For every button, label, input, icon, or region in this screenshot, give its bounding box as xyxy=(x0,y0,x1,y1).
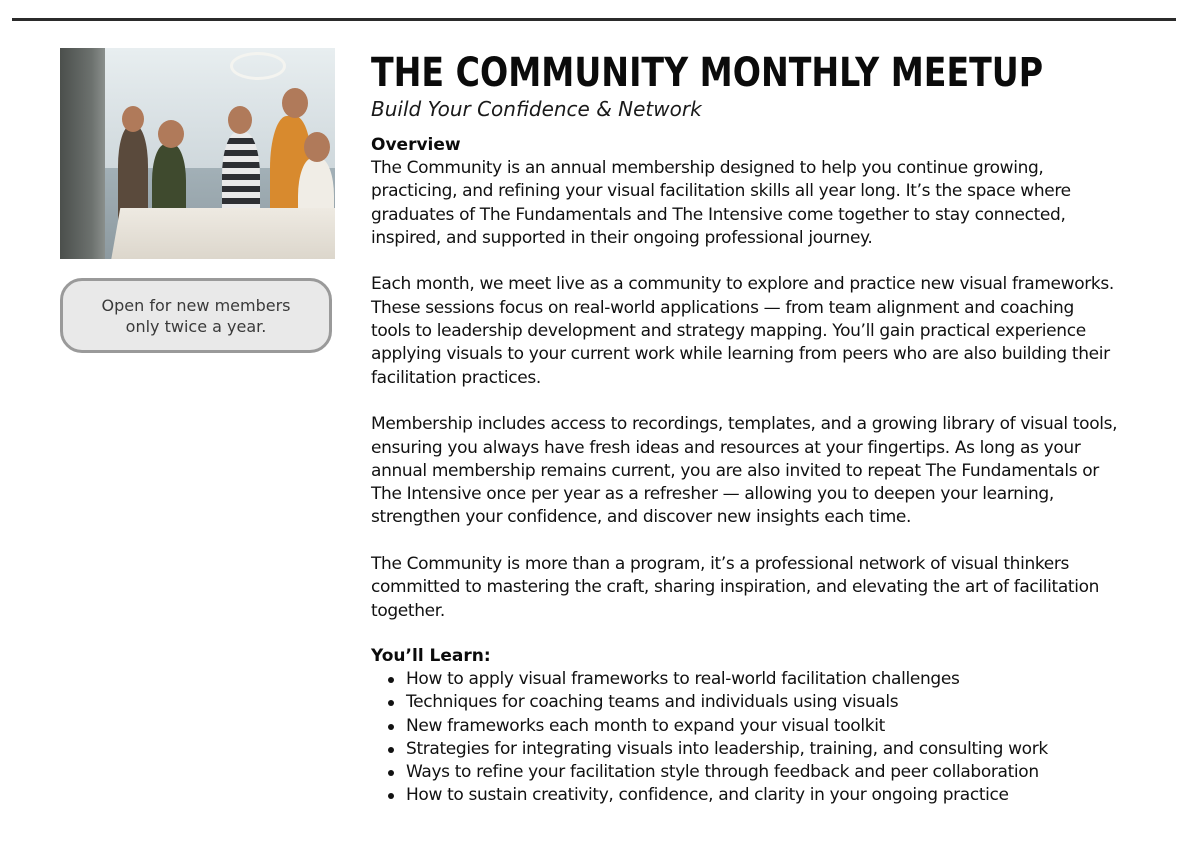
page-subtitle: Build Your Confidence & Network xyxy=(371,97,702,121)
sidebar xyxy=(60,48,335,353)
photo-lamp xyxy=(230,52,286,80)
overview-line: applying visuals to your current work while learning from peers who are also building their xyxy=(371,344,1110,365)
list-item-text: Techniques for coaching teams and individuals using visuals xyxy=(406,692,899,713)
list-item xyxy=(406,761,1161,784)
overview-line: annual membership remains current, you are also invited to repeat The Fundamentals or xyxy=(371,460,1099,481)
overview-heading: Overview xyxy=(371,135,461,155)
list-item xyxy=(406,668,1161,691)
photo-shelf xyxy=(60,48,105,259)
paragraph-gap xyxy=(371,530,1161,553)
bullet-icon xyxy=(388,677,394,683)
bullet-icon xyxy=(388,724,394,730)
photo-table xyxy=(110,208,335,259)
overview-line: Membership includes access to recordings, templates, and a growing library of visual tools, xyxy=(371,414,1118,435)
page-title: THE COMMUNITY MONTHLY MEETUP xyxy=(371,50,1044,96)
overview-paragraph xyxy=(371,157,1161,250)
overview-line: strengthen your confidence, and discover new insights each time. xyxy=(371,507,912,528)
photo-person-head xyxy=(282,88,308,118)
list-item xyxy=(406,691,1161,714)
top-divider xyxy=(12,18,1176,21)
overview-line: Each month, we meet live as a community to explore and practice new visual frameworks. xyxy=(371,274,1114,295)
photo-person-head xyxy=(228,106,252,134)
photo-person-head xyxy=(122,106,144,132)
list-item xyxy=(406,784,1161,807)
overview-line: ensuring you always have fresh ideas and resources at your fingertips. As long as your xyxy=(371,437,1081,458)
main-content xyxy=(371,50,1161,808)
list-item-text: Strategies for integrating visuals into leadership, training, and consulting work xyxy=(406,738,1048,759)
bullet-icon xyxy=(388,700,394,706)
overview-line: committed to mastering the craft, sharing inspiration, and elevating the art of facilitation xyxy=(371,577,1100,598)
bullet-icon xyxy=(388,793,394,799)
paragraph-gap xyxy=(371,390,1161,413)
overview-line: together. xyxy=(371,600,445,621)
overview-paragraph xyxy=(371,553,1161,623)
bullet-icon xyxy=(388,770,394,776)
list-item xyxy=(406,738,1161,761)
team-meeting-photo xyxy=(60,48,335,259)
overview-line: inspired, and supported in their ongoing professional journey. xyxy=(371,227,873,248)
learn-list xyxy=(371,668,1161,808)
list-item-text: New frameworks each month to expand your visual toolkit xyxy=(406,715,885,736)
paragraph-gap xyxy=(371,250,1161,273)
overview-line: The Intensive once per year as a refresher — allowing you to deepen your learning, xyxy=(371,484,1054,505)
overview-line: practicing, and refining your visual facilitation skills all year long. It’s the space where xyxy=(371,181,1071,202)
membership-window-badge xyxy=(60,278,332,353)
bullet-icon xyxy=(388,747,394,753)
photo-person-head xyxy=(304,132,330,162)
list-item-text: How to sustain creativity, confidence, and clarity in your ongoing practice xyxy=(406,785,1009,806)
photo-person-head xyxy=(158,120,184,148)
list-item xyxy=(406,715,1161,738)
badge-text: Open for new members only twice a year. xyxy=(101,295,291,336)
overview-line: The Community is more than a program, it’s a professional network of visual thinkers xyxy=(371,554,1070,575)
list-item-text: How to apply visual frameworks to real-world facilitation challenges xyxy=(406,668,960,689)
overview-line: tools to leadership development and strategy mapping. You’ll gain practical experience xyxy=(371,321,1086,342)
overview-paragraph xyxy=(371,273,1161,389)
overview-line: These sessions focus on real-world applications — from team alignment and coaching xyxy=(371,297,1074,318)
list-item-text: Ways to refine your facilitation style through feedback and peer collaboration xyxy=(406,762,1039,783)
overview-line: facilitation practices. xyxy=(371,367,541,388)
learn-heading: You’ll Learn: xyxy=(371,645,491,666)
overview-line: graduates of The Fundamentals and The Intensive come together to stay connected, xyxy=(371,204,1066,225)
overview-line: The Community is an annual membership designed to help you continue growing, xyxy=(371,158,1044,178)
overview-paragraph xyxy=(371,413,1161,529)
